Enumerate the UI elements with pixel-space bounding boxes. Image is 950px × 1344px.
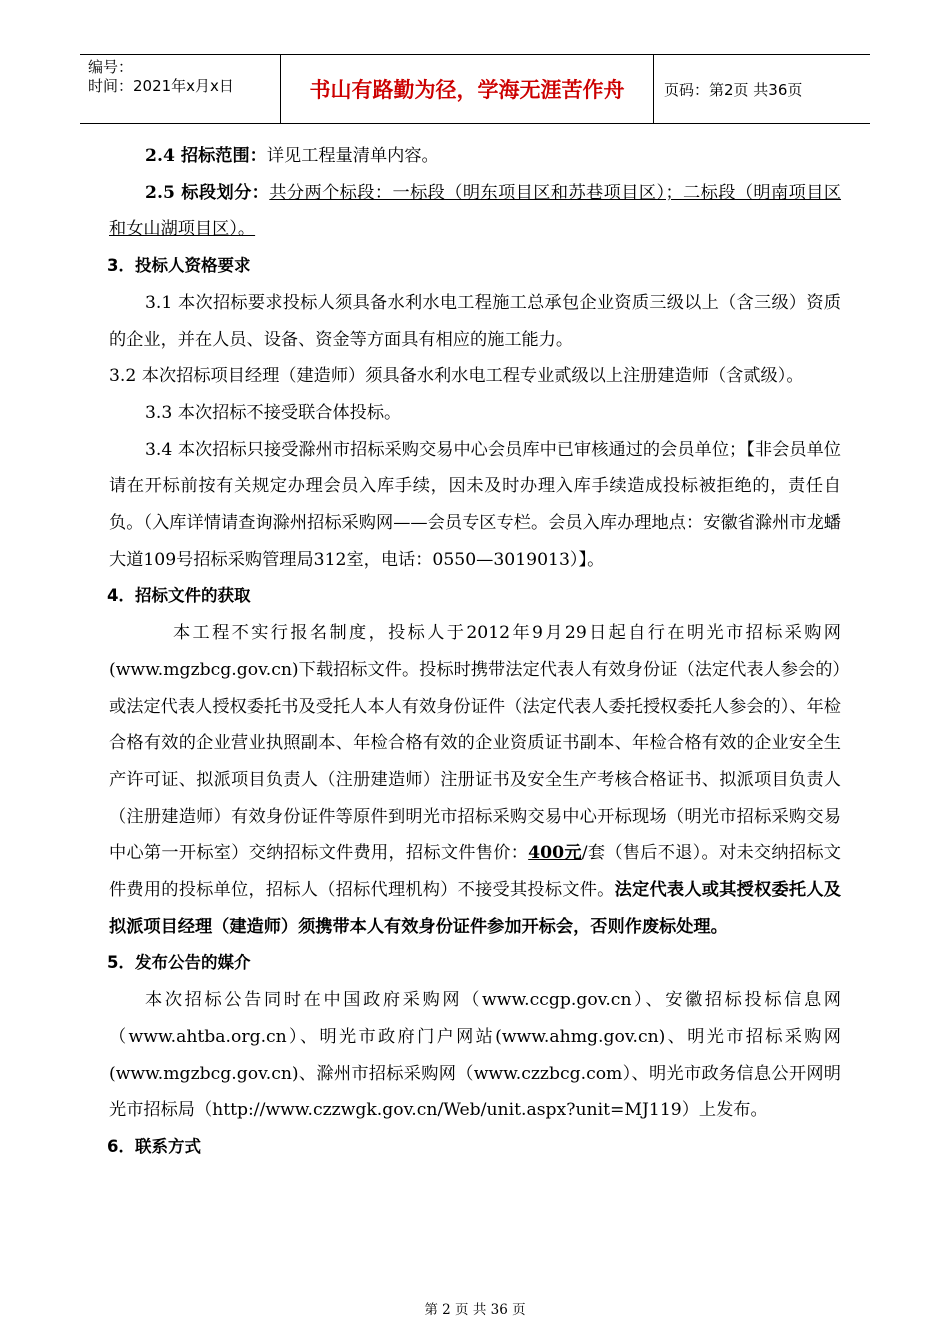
paragraph-5: 本次招标公告同时在中国政府采购网（www.ccgp.gov.cn）、安徽招标投标信息网（www.ahtba.org.cn）、明光市政府门户网站(www.ahmg.gov.cn)、明光市招标采购网(www.mgzbcg.gov.cn)、滁州市招标采购网（www.czzbcg.com）、明光市政务信息公开网明光市招标局（http://www.czzwgk.gov.cn/Web/unit.aspx?unit=MJ119）上发布。 — [109, 990, 841, 1121]
heading-3: 3．投标人资格要求 — [107, 256, 251, 276]
paragraph-3-2: 3.2 本次招标项目经理（建造师）须具备水利水电工程专业贰级以上注册建造师（含贰级）。 — [109, 366, 804, 387]
section-2-4 — [109, 138, 841, 175]
paragraph-4-bold-note: 法定代表人或其授权委托人及拟派项目经理（建造师）须携带本人有效身份证件参加开标会，否则作废标处理。 — [109, 880, 841, 937]
section-2-5 — [109, 175, 841, 248]
paragraph-3-4: 3.4 本次招标只接受滁州市招标采购交易中心会员库中已审核通过的会员单位；【非会员单位请在开标前按有关规定办理会员入库手续，因未及时办理入库手续造成投标被拒绝的，责任自负。（入库详情请查询滁州招标采购网——会员专区专栏。会员入库办理地点：安徽省滁州市龙蟠大道109号招标采购管理局312室，电话：0550—3019013）】。 — [109, 439, 841, 570]
page-footer: 第 2 页 共 36 页 — [424, 1302, 526, 1318]
section-2-4-text: 详见工程量清单内容。 — [266, 146, 439, 166]
header-meta — [80, 55, 280, 123]
header-page-info: 页码：第2页 共36页 — [664, 80, 803, 99]
paragraph-4 — [109, 615, 841, 945]
paragraph-4-part-b: /套（售后不退）。对未交纳招标文件费用的投标单位，招标人（招标代理机构）不接受其投标文件。 — [109, 843, 841, 901]
document-date: 时间：2021年x月x日 — [88, 77, 234, 95]
paragraph-3-3: 3.3 本次招标不接受联合体投标。 — [145, 402, 402, 423]
header-motto: 书山有路勤为径，学海无涯苦作舟 — [280, 55, 654, 123]
document-price: 400元 — [528, 843, 582, 864]
page-header — [80, 54, 870, 124]
section-2-5-label: 2.5 标段划分： — [145, 182, 270, 203]
heading-6: 6．联系方式 — [107, 1136, 201, 1156]
document-body — [109, 138, 841, 1166]
paragraph-3-1: 3.1 本次招标要求投标人须具备水利水电工程施工总承包企业资质三级以上（含三级）资质的企业，并在人员、设备、资金等方面具有相应的施工能力。 — [109, 292, 841, 350]
heading-4: 4．招标文件的获取 — [107, 586, 251, 606]
heading-5: 5．发布公告的媒介 — [107, 953, 251, 973]
paragraph-4-part-a: 本工程不实行报名制度，投标人于2012年9月29日起自行在明光市招标采购网(www.mgzbcg.gov.cn)下载招标文件。投标时携带法定代表人有效身份证（法定代表人参会的）或法定代表人授权委托书及受托人本人有效身份证件（法定代表人委托授权委托人参会的）、年检合格有效的企业营业执照副本、年检合格有效的企业资质证书副本、年检合格有效的企业安全生产许可证、拟派项目负责人（注册建造师）注册证书及安全生产考核合格证书、拟派项目负责人（注册建造师）有效身份证件等原件到明光市招标采购交易中心开标现场（明光市招标采购交易中心第一开标室）交纳招标文件费用，招标文件售价： — [109, 623, 841, 864]
document-number: 编号： — [88, 58, 134, 76]
section-2-4-label: 2.4 招标范围： — [145, 146, 267, 166]
section-2-5-text: 共分两个标段：一标段（明东项目区和苏巷项目区）；二标段（明南项目区和女山湖项目区）。 — [109, 182, 842, 240]
